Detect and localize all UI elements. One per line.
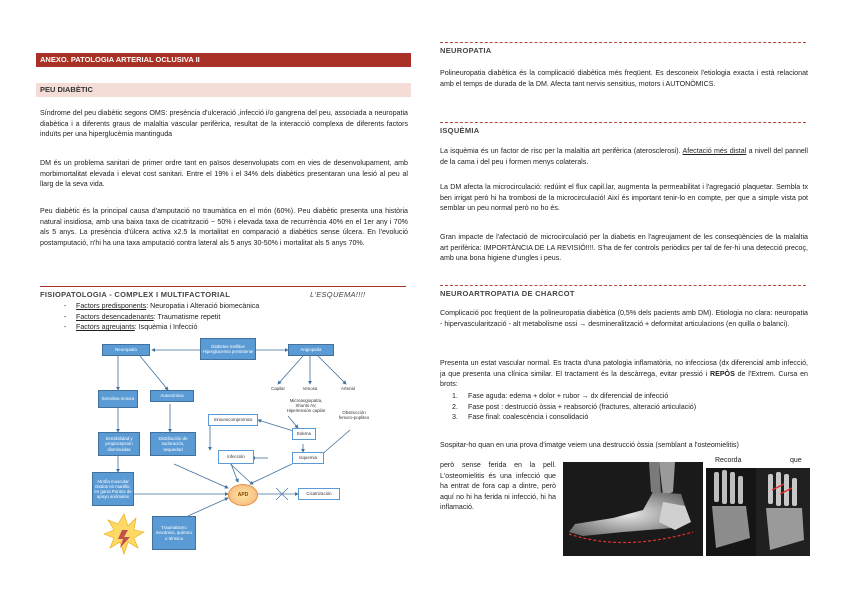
label-microangiopatia: Microangiopatía, Shunts AV, Hipertensión capilar [286,398,326,414]
charcot-phases-list [446,391,806,423]
fisio-heading-text: FISIOPATOLOGIA - COMPLEX I MULTIFACTORIAL [40,290,231,299]
charcot-p2-part-c: de l'Extrem. Cursa en brots: [440,369,808,389]
apd-label: APD [237,492,249,498]
node-infeccion: Infección [218,450,254,464]
xray-ap-drawing [706,468,810,556]
fisiopatologia-heading [40,286,406,302]
isquemia-paragraph-3: Gran impacte de l'afectació de microcirculació per la diabetis en l'agreujament de les conseqüències de la malaltia art perifèrica: IMPORTÀNCIA DE LA REVISIÓ!!!!. S'ha de fer controls periòdics per tal de fer-hi una detecció precoç, amb una bona higiene d'ungles i peus. [440,233,808,263]
node-angiopatia: Angiopatía [288,344,334,356]
node-traumatismo: Traumatismo mecánico, químico o térmico [152,516,196,550]
annex-title-banner: ANEXO. PATOLOGIA ARTERIAL OCLUSIVA II [36,53,411,67]
xray-lateral-drawing [563,462,703,556]
charcot-p2-bold: REPÒS [709,369,735,378]
peu-diabetic-heading: PEU DIABÈTIC [36,83,411,97]
factor-item: - Factors predisponents: Neuropatia i Alteració biomecànica [60,301,400,312]
peu-paragraph-1: Síndrome del peu diabètic segons OMS: presència d'ulceració ,infecció i/o gangrena del peu, associada a neuropatia diabètica i a diferents graus de malaltia vascular perifèrica, resultat de la interacció complexa de diferents factors induïts per una hiperglucèmia mantinguda [40,109,408,139]
charcot-paragraph-1: Complicació poc freqüent de la polineuropatia diabètica (0,5% dels pacients amb DM). Etiologia no clara: neuropatia - hipervascularització - alt metabolisme ossi → desmineralització + deformitat articulacions (en quilla o balanci). [440,309,808,328]
que-label: que [790,457,802,464]
charcot-p2-part-a: Presenta un estat vascular normal. Es tracta d'una patologia inflamatòria, no infecciosa (dx diferencial amb infecció, ja que presenta una clínica similar. El tractament és la descàrrega, evitar pressió i [440,359,808,378]
phase-item: 1. Fase aguda: edema + dolor + rubor → dx diferencial de infecció [452,392,669,400]
factors-list [60,301,400,333]
node-distribucion: Distribución de sudoración, sequedad [150,432,196,456]
isquemia-heading: ISQUÈMIA [440,122,806,138]
xray-foot-lateral [563,462,703,556]
label-obstruccion: Obstrucción femoro-popliteo [338,410,370,421]
node-autonomica: Autonómica [150,390,194,402]
isquemia-paragraph-1 [440,146,808,167]
peu-paragraph-3: Peu diabètic és la principal causa d'amputació no traumàtica en el món (60%). Peu diabètic presenta una història natural insidiosa, amb una baixa taxa de cicatrització ~ 50% i elevada taxa de recurrència 40% en el 1er any i 70% als 5 anys. La presència d'úlcera activa x2.5 la mortalitat en comparació a diabètics sense úlcera. En l'evolució postamputació, n'hi ha una taxa amputació contra lateral als 5 anys 30-50% i mortalitat als 5 anys 70%. [40,207,408,247]
node-edema: Edema [292,428,316,440]
fisio-note: L'ESQUEMA!!!! [310,290,366,299]
charcot-paragraph-4: però sense ferida en la pell. L'osteomielitis és una infecció que ha entrat de fora cap a dintre, però aquí no hi ha ferida ni infecció, hi ha inflamació. [440,461,556,512]
node-inmunocompromiso: Inmunocompromiso [208,414,258,426]
neuropatia-paragraph: Polineuropatia diabètica és la complicació diabètica més freqüent. Es desconeix l'etiologia exacta i està relacionat amb el temps de durada de la DM. Afecta tant nervis sensitius, motors i AUTONÒMICS. [440,69,808,88]
phase-item: 3. Fase final: coalescència i consolidació [452,413,589,422]
node-neuropatia: Neuropatía [102,344,150,356]
node-isquemia: Isquemia [292,452,324,464]
label-capilar: Capilar [271,386,285,391]
neuropatia-heading: NEUROPATIA [440,42,806,58]
node-cicatrizacion: Cicatrización [298,488,340,500]
isq-p1-part-a: La isquèmia és un factor de risc per la malaltia art perifèrica (aterosclerosi). [440,147,683,155]
charcot-paragraph-3: Sospitar-ho quan en una prova d'imatge veiem una destrucció òssia (semblant a l'osteomielitis) [440,441,739,449]
isq-p1-underlined: Afectació més distal [682,147,747,155]
isquemia-paragraph-2: La DM afecta la microcirculació: redúint el flux capil.lar, augmenta la permeabilitat i l'agregació plaquetar. Sembla tx ben irrigat però hi ha trombosi de la microcirculació! Així és important tenir-lo en compte, per que a simple vista pot semblar un peu normal però no ho és. [440,183,808,213]
pathophysiology-diagram [88,334,378,556]
phase-item: 2. Fase post : destrucció òssia + reabsorció (fractures, alteració articulació) [452,402,697,411]
label-venosa: Venosa [302,386,318,391]
node-atrofia: Atrofia muscular Dedos en martillo, en garra Puntos de apoyo anómalos [92,472,134,506]
charcot-heading: NEUROARTROPATIA DE CHARCOT [440,285,806,301]
node-apd [228,484,258,506]
peu-paragraph-2: DM és un problema sanitari de primer ordre tant en països desenvolupats com en vies de desenvolupament, amb morbimortalitat elevada i elevat cost sanitari. Entre el 19% i el 34% dels diabètics presentaran una lesió al peu al llarg de la seva vida. [40,159,408,189]
isq-p1-part-b: a nivell del pannell de la cama i del peu i formen menys colaterals. [440,147,808,166]
xray-foot-ap [706,468,810,556]
factor-item: - Factors agreujants: Isquèmia i Infecció [60,322,400,333]
node-sensibilidad: Sensibilidad y propiocepción disminuidas [98,432,140,456]
node-diabetes: Diabetes mellitus Hiperglucemia persistente [200,338,256,360]
charcot-paragraph-2 [440,358,808,390]
factor-item: - Factors desencadenants: Traumatisme repetit [60,312,400,323]
node-sensitiva: Sensitiva motora [98,390,138,408]
recorda-label: Recorda [715,457,742,464]
label-arterial: Arterial [341,386,355,391]
